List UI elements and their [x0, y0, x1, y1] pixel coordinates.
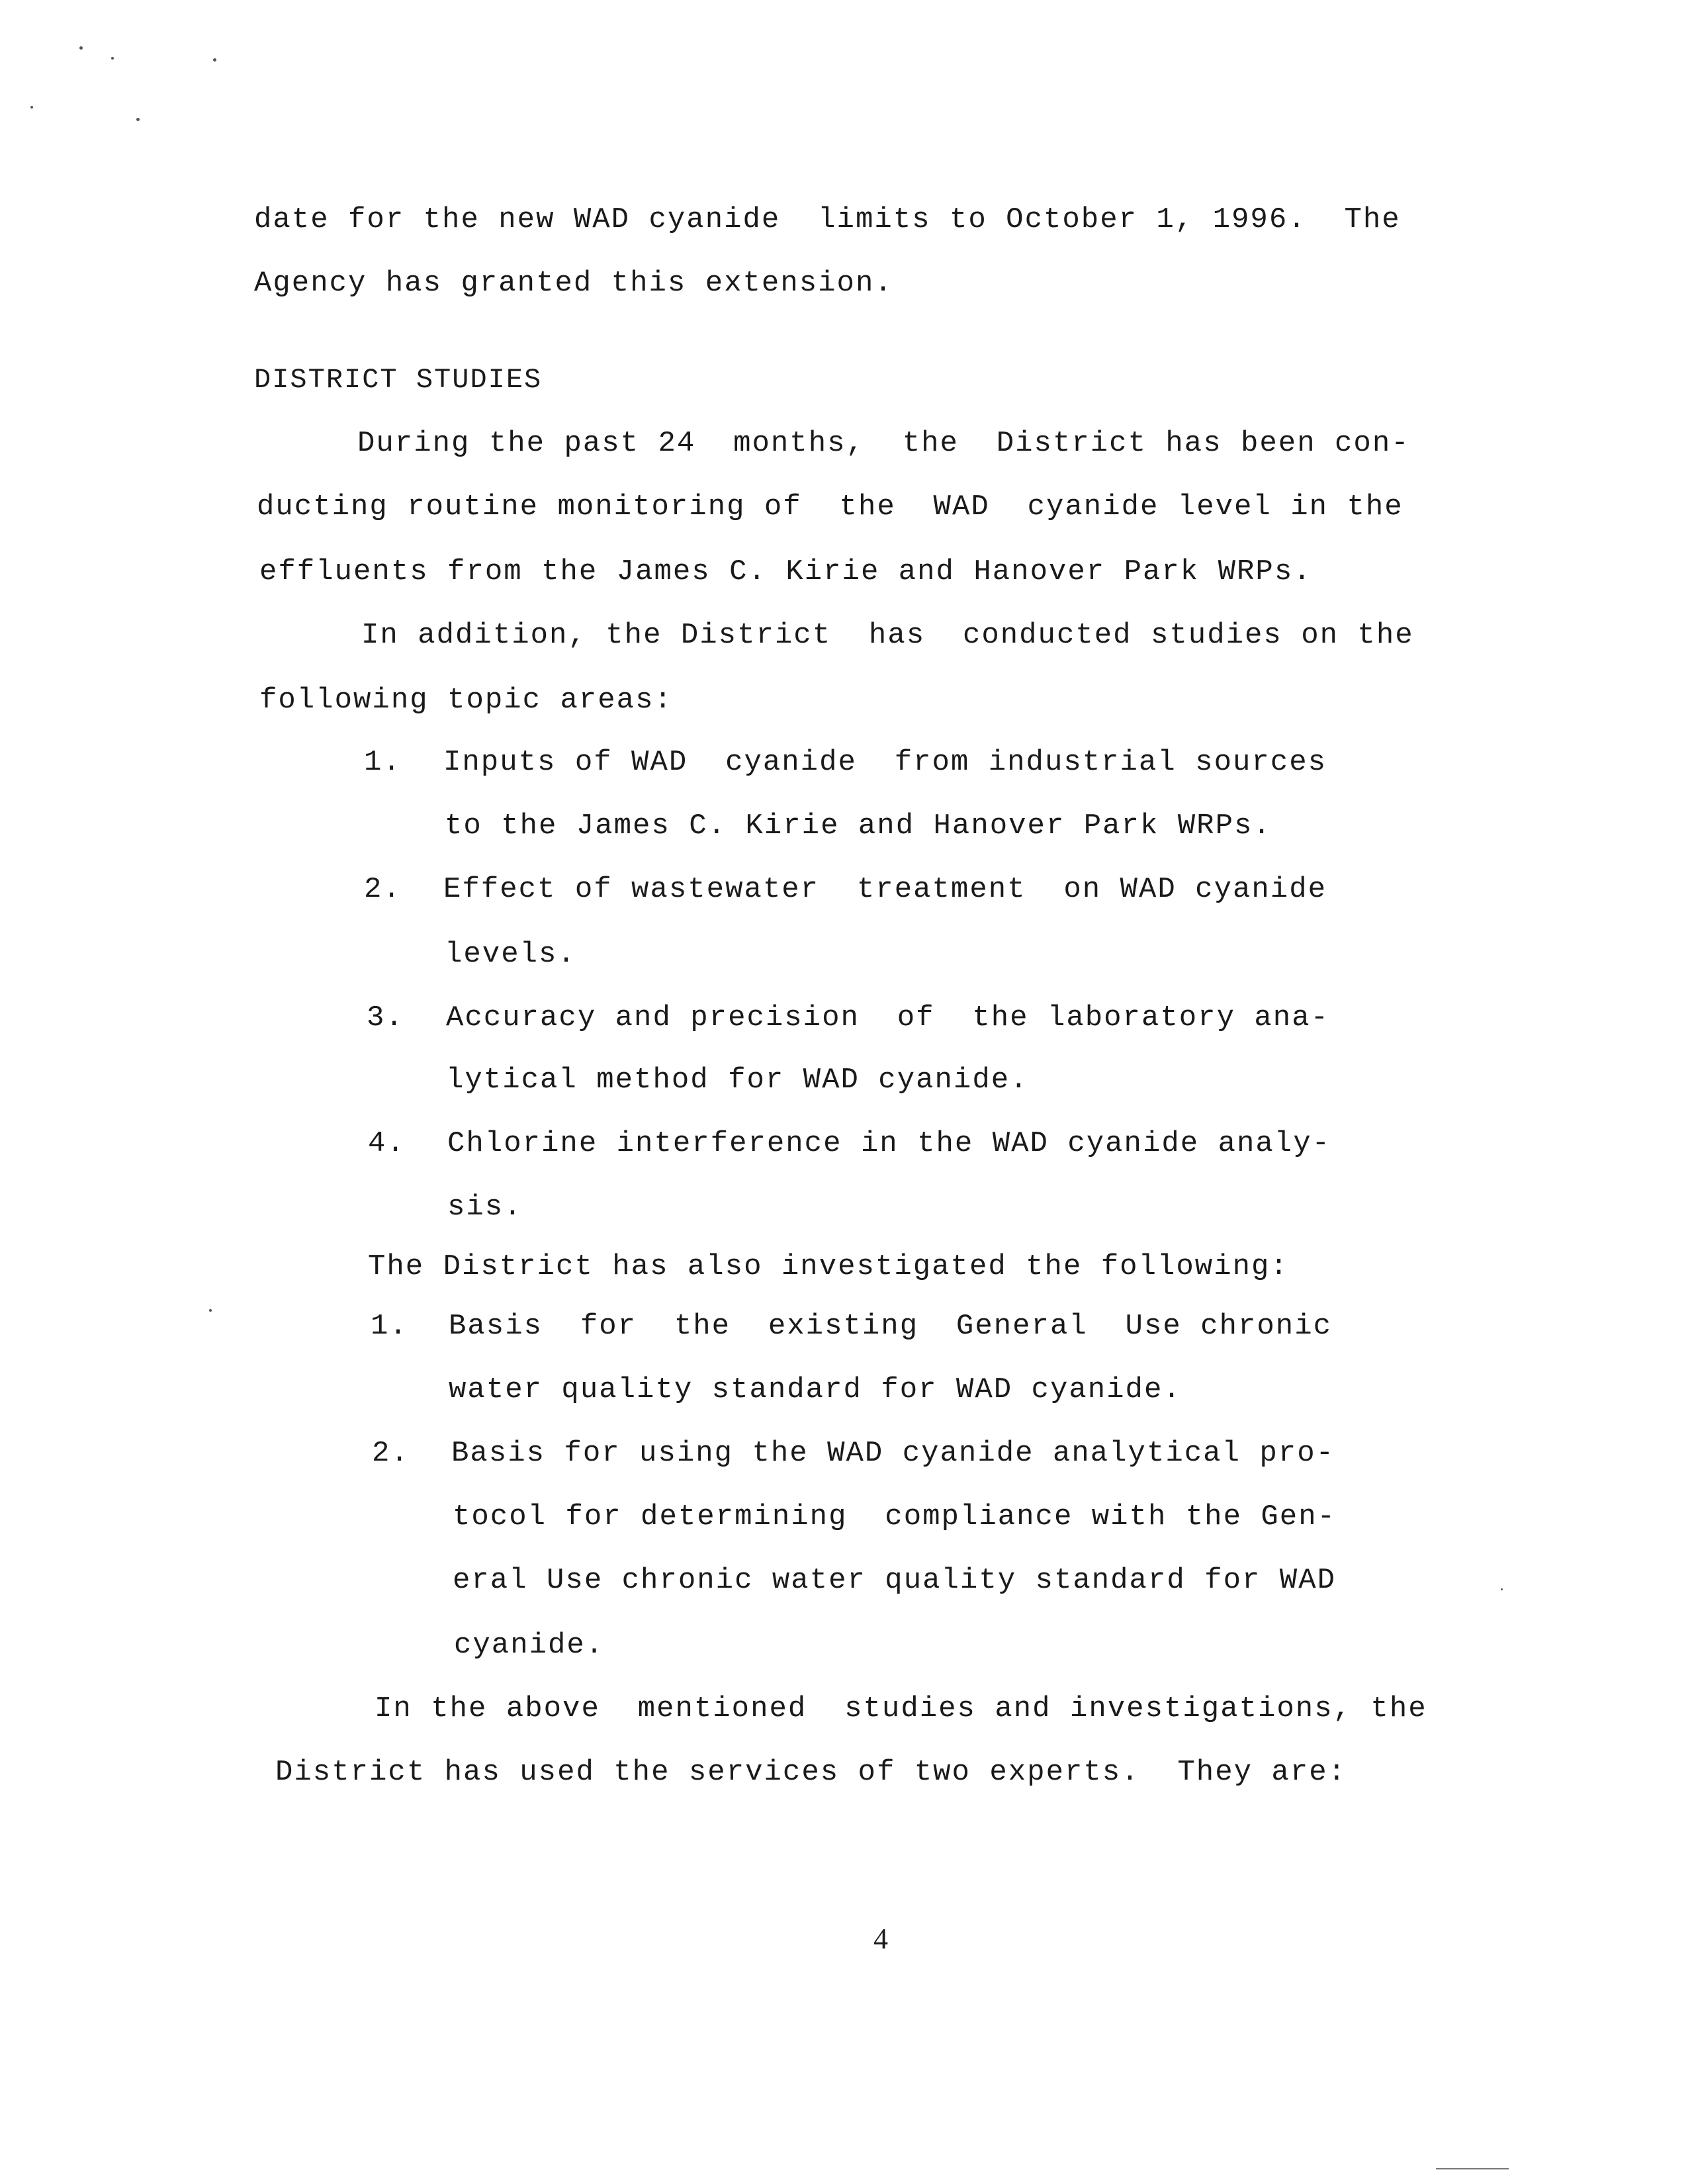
topic-item-line-1: Effect of wastewater treatment on WAD cyanide	[443, 873, 1327, 906]
scan-speck	[79, 46, 83, 50]
para2-line-2: following topic areas:	[259, 684, 673, 717]
topic-number: 3.	[367, 1001, 404, 1034]
para1-line-3: effluents from the James C. Kirie and Hanover Park WRPs.	[259, 555, 1312, 588]
investigation-number: 1.	[371, 1310, 408, 1343]
para1-line-2: ducting routine monitoring of the WAD cyanide level in the	[257, 490, 1404, 523]
topic-item-line-2: levels.	[445, 938, 576, 971]
section-heading: DISTRICT STUDIES	[254, 364, 543, 396]
para2-line-1: In addition, the District has conducted studies on the	[361, 619, 1414, 652]
topic-item-line-2: lytical method for WAD cyanide.	[446, 1064, 1029, 1097]
investigation-item-line-2: water quality standard for WAD cyanide.	[449, 1373, 1182, 1406]
investigation-item-line-2: tocol for determining compliance with the Gen-	[453, 1500, 1337, 1533]
topic-number: 1.	[364, 746, 402, 779]
scan-speck	[1501, 1588, 1503, 1590]
investigation-item-line-3: eral Use chronic water quality standard for WAD	[453, 1564, 1337, 1597]
investigated-intro: The District has also investigated the following:	[368, 1250, 1289, 1283]
topic-item-line-1: Accuracy and precision of the laboratory ana-	[446, 1001, 1330, 1034]
investigation-number: 2.	[372, 1437, 410, 1470]
scan-rule	[1436, 2168, 1509, 2169]
scan-speck	[30, 106, 33, 109]
topic-item-line-2: to the James C. Kirie and Hanover Park WRPs.	[445, 809, 1272, 842]
topic-item-line-1: Inputs of WAD cyanide from industrial sources	[443, 746, 1327, 779]
scan-speck	[136, 118, 140, 121]
scan-speck	[213, 58, 216, 62]
scan-speck	[111, 57, 114, 60]
continuation-line-2: Agency has granted this extension.	[254, 267, 893, 300]
para3-line-2: District has used the services of two experts. They are:	[275, 1756, 1347, 1789]
page-number: 4	[873, 1923, 889, 1955]
topic-number: 4.	[368, 1127, 406, 1160]
para1-line-1: During the past 24 months, the District has been con-	[357, 427, 1410, 460]
investigation-item-line-1: Basis for using the WAD cyanide analytical pro-	[451, 1437, 1335, 1470]
investigation-item-line-1: Basis for the existing General Use chronic	[449, 1310, 1333, 1343]
scan-speck	[209, 1309, 212, 1312]
topic-item-line-2: sis.	[447, 1191, 523, 1224]
topic-number: 2.	[364, 873, 402, 906]
continuation-line-1: date for the new WAD cyanide limits to October 1, 1996. The	[254, 203, 1401, 236]
investigation-item-line-4: cyanide.	[454, 1629, 605, 1662]
topic-item-line-1: Chlorine interference in the WAD cyanide analy-	[447, 1127, 1331, 1160]
para3-line-1: In the above mentioned studies and investigations, the	[375, 1692, 1427, 1725]
